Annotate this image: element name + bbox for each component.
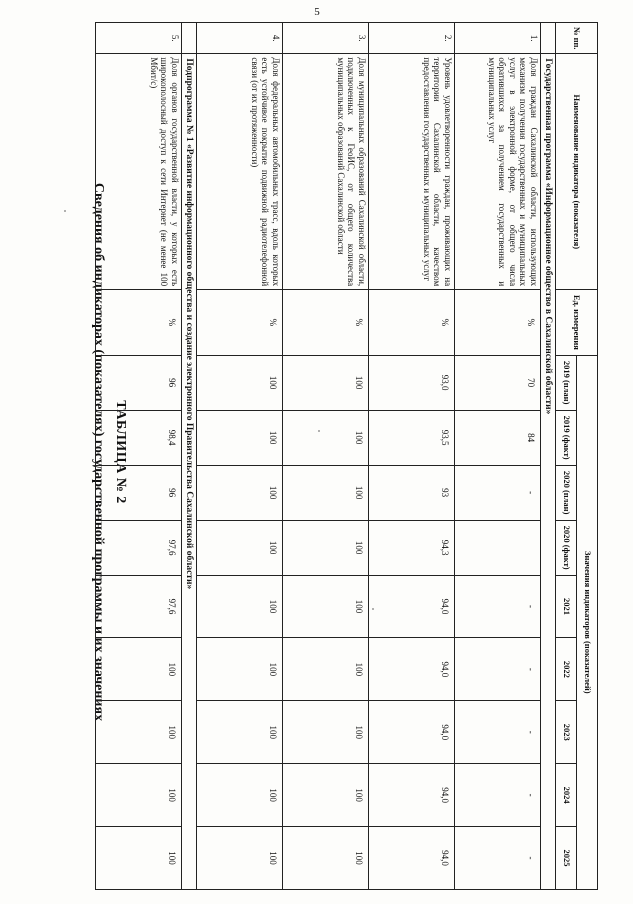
header-year-2: 2020 (план)	[556, 465, 577, 520]
value-cell: 98,4	[96, 410, 182, 465]
header-year-4: 2021	[556, 575, 577, 638]
value-cell: 100	[283, 764, 369, 827]
value-cell: 100	[283, 638, 369, 701]
value-cell: 100	[197, 410, 283, 465]
value-cell: 84	[455, 410, 541, 465]
indicator-name: Уровень удовлетворенности граждан, проживающих на территории Сахалинской области, качеством предоставления государственных и муниципальных услуг	[369, 54, 455, 290]
value-cell: -	[455, 465, 541, 520]
value-cell: 94,0	[369, 701, 455, 764]
value-cell: 93,0	[369, 355, 455, 410]
unit-cell: %	[96, 290, 182, 355]
value-cell: 100	[96, 764, 182, 827]
value-cell: 94,0	[369, 638, 455, 701]
row-number: 1.	[455, 23, 541, 54]
header-year-6: 2023	[556, 701, 577, 764]
indicator-name: Доля муниципальных образований Сахалинской области, подключенных к ГеоИС, от общего количества муниципальных образований Сахалинской области	[283, 54, 369, 290]
value-cell	[455, 520, 541, 575]
header-year-5: 2022	[556, 638, 577, 701]
indicators-table	[95, 22, 598, 890]
value-cell: 93	[369, 465, 455, 520]
value-cell: 100	[197, 465, 283, 520]
header-year-7: 2024	[556, 764, 577, 827]
unit-cell: %	[455, 290, 541, 355]
value-cell: 100	[197, 638, 283, 701]
section-num-cell	[541, 23, 556, 54]
indicator-name: Доля федеральных автомобильных трасс, вдоль которых есть устойчивое покрытие подвижной радиотелефонной связи (от их протяженности)	[197, 54, 283, 290]
table-title: ТАБЛИЦА № 2	[113, 400, 128, 504]
table-row	[283, 23, 369, 890]
value-cell: 100	[283, 827, 369, 890]
table-subtitle: Сведения об индикаторах (показателях) государственной программы и их значениях	[91, 182, 106, 722]
table-row	[96, 23, 182, 890]
value-cell: -	[455, 764, 541, 827]
value-cell: 100	[197, 520, 283, 575]
value-cell: 100	[197, 827, 283, 890]
value-cell: -	[455, 701, 541, 764]
section-title: Подпрограмма № 1 «Развитие информационного общества и создание электронного Правительства Сахалинской области»	[182, 54, 197, 890]
row-number: 3.	[283, 23, 369, 54]
row-number: 5.	[96, 23, 182, 54]
table-row	[369, 23, 455, 890]
value-cell: 96	[96, 465, 182, 520]
header-year-1: 2019 (факт)	[556, 410, 577, 465]
value-cell: 97,6	[96, 575, 182, 638]
value-cell: -	[455, 575, 541, 638]
page-number: 5	[314, 6, 320, 18]
value-cell: 100	[197, 575, 283, 638]
value-cell: 96	[96, 355, 182, 410]
value-cell: 100	[197, 764, 283, 827]
value-cell: 100	[283, 465, 369, 520]
value-cell: 94,0	[369, 764, 455, 827]
value-cell: 100	[283, 520, 369, 575]
value-cell: 100	[197, 355, 283, 410]
value-cell: 94,0	[369, 827, 455, 890]
value-cell: -	[455, 827, 541, 890]
header-year-8: 2025	[556, 827, 577, 890]
value-cell: 100	[197, 701, 283, 764]
rotated-landscape-content	[46, 12, 606, 892]
unit-cell: %	[197, 290, 283, 355]
unit-cell: %	[369, 290, 455, 355]
header-unit: Ед. измерения	[556, 290, 598, 355]
value-cell: 100	[96, 638, 182, 701]
value-cell: 70	[455, 355, 541, 410]
section-num-cell	[182, 23, 197, 54]
row-number: 4.	[197, 23, 283, 54]
table-row	[455, 23, 541, 890]
unit-cell: %	[283, 290, 369, 355]
value-cell: 100	[96, 827, 182, 890]
section-row-subprogram	[182, 23, 197, 890]
header-year-0: 2019 (план)	[556, 355, 577, 410]
value-cell: 100	[283, 410, 369, 465]
value-cell: 100	[96, 701, 182, 764]
indicator-name: Доля органов государственной власти, у которых есть широкополосный доступ к сети Интернет (не менее 100 Мбит/с)	[96, 54, 182, 290]
header-row-1	[577, 23, 598, 890]
header-num: № пп.	[556, 23, 598, 54]
value-cell: -	[455, 638, 541, 701]
value-cell: 94,0	[369, 575, 455, 638]
value-cell: 93,5	[369, 410, 455, 465]
value-cell: 97,6	[96, 520, 182, 575]
value-cell: 100	[283, 701, 369, 764]
section-row-program	[541, 23, 556, 890]
header-year-3: 2020 (факт)	[556, 520, 577, 575]
value-cell: 100	[283, 355, 369, 410]
table-row	[197, 23, 283, 890]
value-cell: 100	[283, 575, 369, 638]
header-name: Наименование индикатора (показателя)	[556, 54, 598, 290]
indicator-name: Доля граждан Сахалинской области, использующих механизм получения государственных и муниципальных услуг в электронной форме, от общего числа обратившихся за получением государственных и муниципальных услуг	[455, 54, 541, 290]
row-number: 2.	[369, 23, 455, 54]
value-cell: 94,3	[369, 520, 455, 575]
header-values-group: Значения индикаторов (показателей)	[577, 355, 598, 889]
section-title: Государственная программа «Информационное общество в Сахалинской области»	[541, 54, 556, 890]
